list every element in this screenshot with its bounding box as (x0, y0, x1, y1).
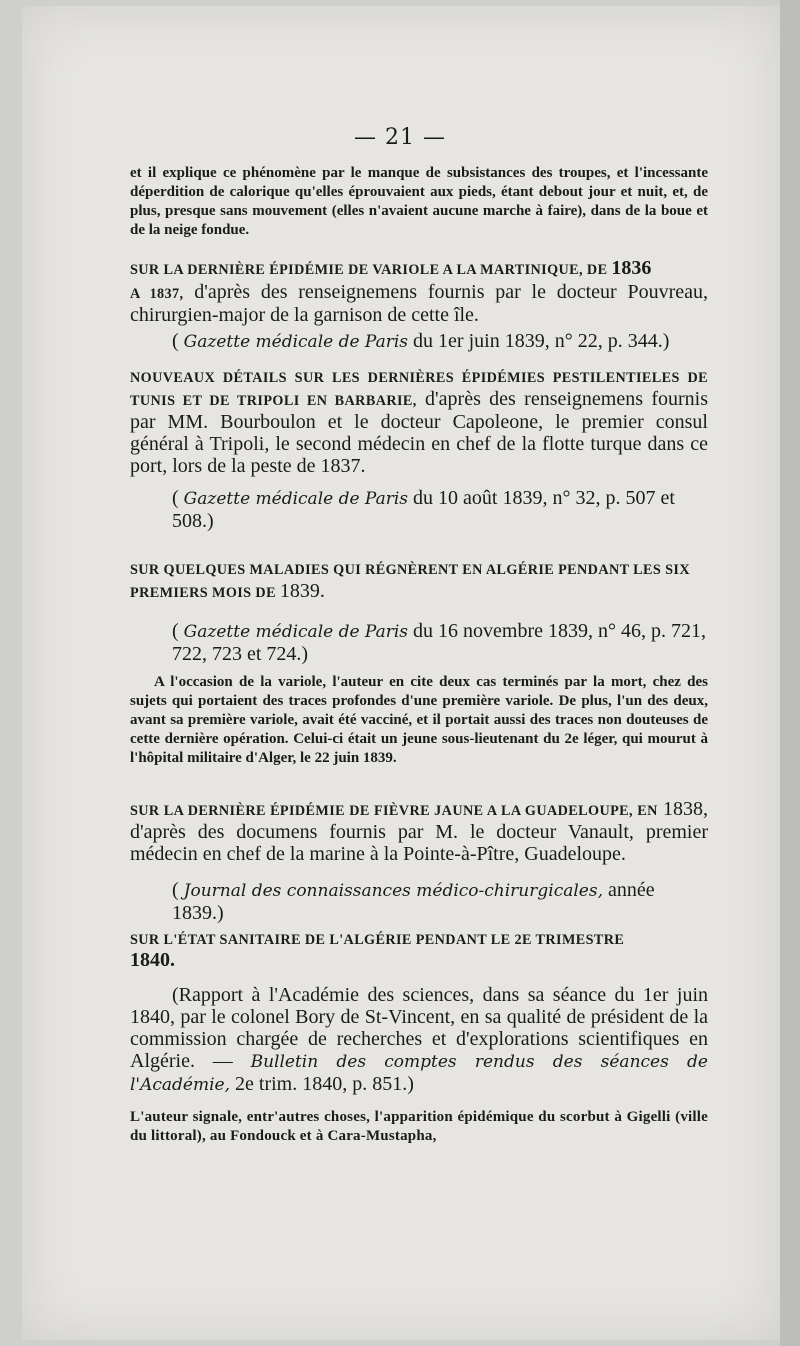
heading-year: 1836 (611, 257, 652, 279)
note-variole (130, 673, 708, 768)
cite-details: année 1839.) (172, 879, 655, 924)
section-body: d'après des renseignemens fournis par le docteur Pouvreau, chirurgien-major de la garnison de cette île. (130, 281, 709, 326)
paragraph-intro (130, 164, 708, 240)
journal-title: Gazette médicale de Paris (183, 489, 409, 509)
section-etat-sanitaire-algerie (130, 930, 708, 1146)
section-heading (130, 930, 708, 972)
journal-title: Gazette médicale de Paris (183, 622, 409, 642)
note-text: L'auteur signale, entr'autres choses, l'apparition épidémique du scorbut à Gigelli (ville du littoral), au Fondouck et à Cara-Mustapha, (130, 1109, 708, 1144)
heading-text: SUR LA DERNIÈRE ÉPIDÉMIE DE VARIOLE A LA MARTINIQUE, DE (130, 262, 608, 278)
heading-text: SUR QUELQUES MALADIES QUI RÉGNÈRENT EN ALGÉRIE PENDANT LES SIX PREMIERS MOIS DE (130, 562, 690, 601)
section-fievre-jaune-guadeloupe (130, 798, 708, 924)
section-text (130, 365, 708, 477)
note-scorbut (130, 1108, 708, 1146)
section-heading: NOUVEAUX DÉTAILS SUR LES DERNIÈRES ÉPIDÉMIES PESTILENTIELES DE TUNIS ET DE TRIPOLI EN BARBARIE, (130, 370, 708, 409)
citation (130, 487, 708, 532)
note-text: A l'occasion de la variole, l'auteur en cite deux cas terminés par la mort, chez des sujets qui portaient des traces profondes d'une première variole. De plus, l'un des deux, avant sa première variole, avait été vacciné, et il portait aussi des traces non douteuses de cette dernière opération. Celui-ci était un jeune sous-lieutenant du 2e léger, qui mourut à l'hôpital militaire d'Alger, le 22 juin 1839. (130, 674, 708, 766)
cite-open: ( (172, 620, 179, 642)
heading-year: 1840. (130, 949, 175, 971)
cite-details: du 10 août 1839, n° 32, p. 507 et 508.) (172, 487, 675, 532)
cite-open: ( (172, 330, 179, 352)
citation (130, 879, 708, 924)
heading-year: 1839. (279, 580, 325, 602)
section-variole-martinique (130, 258, 708, 353)
section-heading (130, 258, 708, 280)
journal-title: Journal des connaissances médico-chirurgicales, (183, 881, 603, 901)
section-body (130, 984, 708, 1096)
cite-details: du 16 novembre 1839, n° 46, p. 721, 722, 723 et 724.) (172, 620, 707, 665)
section-heading: SUR LA DERNIÈRE ÉPIDÉMIE DE FIÈVRE JAUNE A LA GUADELOUPE, EN (130, 803, 658, 819)
page-edge (780, 0, 800, 1346)
section-tunis-tripoli (130, 365, 708, 532)
section-text (130, 798, 708, 865)
report-text: (Rapport à l'Académie des sciences, dans sa séance du 1er juin 1840, par le colonel Bory de St-Vincent, en sa qualité de président de la commission chargée de recherches et d'explorations scientifiques en Algérie. — (130, 984, 708, 1072)
bulletin-title: Bulletin des comptes rendus des séances de l'Académie, (130, 1052, 708, 1095)
bulletin-details: 2e trim. 1840, p. 851.) (235, 1073, 414, 1095)
journal-title: Gazette médicale de Paris (183, 332, 409, 352)
page-number: — 21 — (354, 125, 446, 150)
heading-rest: A 1837, (130, 286, 184, 302)
paragraph-intro-text: et il explique ce phénomène par le manque de subsistances des troupes, et l'incessante déperdition de calorique qu'elles éprouvaient aux pieds, étant debout jour et nuit, et, de plus, presque sans mouvement (elles n'avaient aucune marche à faire), dans de la boue et de la neige fondue. (130, 165, 708, 238)
cite-open: ( (172, 487, 179, 509)
section-heading (130, 560, 708, 604)
citation (130, 330, 708, 353)
cite-details: du 1er juin 1839, n° 22, p. 344.) (413, 330, 670, 352)
cite-open: ( (172, 879, 179, 901)
section-text (130, 281, 708, 326)
section-body: d'après des documens fournis par M. le docteur Vanault, premier médecin en chef de la marine à la Pointe-à-Pître, Guadeloupe. (130, 821, 708, 865)
heading-year: 1838, (663, 798, 709, 820)
section-algerie-1839 (130, 560, 708, 768)
heading-text: SUR L'ÉTAT SANITAIRE DE L'ALGÉRIE PENDANT LE 2E TRIMESTRE (130, 932, 625, 948)
section-body: d'après des renseignemens fournis par MM. Bourboulon et le docteur Capoleone, le premier consul général à Tripoli, le second médecin en chef de la flotte turque dans ce port, lors de la peste de 1837. (130, 388, 708, 477)
citation (130, 620, 708, 665)
